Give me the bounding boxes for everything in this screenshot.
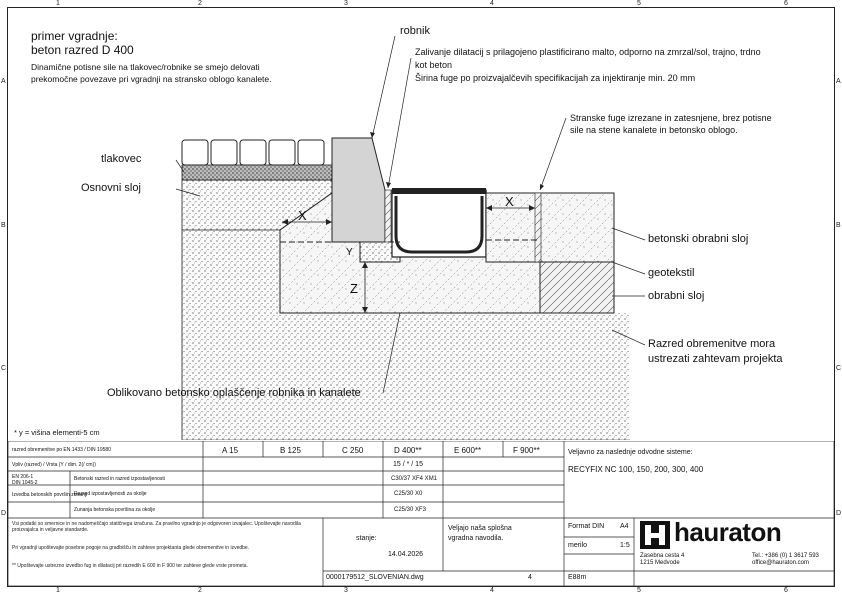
note-1: Vsi podatki so smernice in ne nadomeščajo statičnega izračuna. Za pravilno vgradnjo je odgovoren izvajalec. Upoštevajte navodila proizvajalca in veljavne standarde. [12, 521, 301, 533]
grid-col-3: 3 [344, 0, 348, 7]
standard-en206: EN 206-1 [12, 474, 34, 480]
grid-row-c: C [1, 365, 7, 372]
footnote-y-height: * y = višina elementi-5 cm [14, 428, 100, 437]
load-class-e600: E 600** [454, 446, 482, 455]
status-label: stanje: [356, 535, 377, 542]
grid-col-2-bottom: 2 [198, 587, 202, 594]
instructions-line1: Veljajo naša splošna [448, 525, 512, 532]
dimension-row-value: 15 / * / 15 [393, 461, 423, 468]
format-value: A4 [620, 523, 629, 530]
hauraton-logo-icon [640, 521, 670, 549]
label-joint-fill-line2: kot beton [415, 60, 453, 70]
grid-col-1: 1 [56, 0, 60, 7]
instructions-line2: vgradna navodila. [448, 535, 504, 542]
page-number: 4 [528, 574, 532, 581]
example-title-line2: beton razred D 400 [31, 43, 134, 57]
dynamic-forces-note-line2: prekomočne povezave pri vgradnji na stransko oblogo kanalete. [31, 74, 272, 84]
label-tlakovec: tlakovec [101, 153, 142, 165]
scale-value: 1:5 [620, 542, 630, 549]
label-joint-fill-line3: Širina fuge po proizvajalčevih specifikacijah za injektiranje min. 20 mm [415, 73, 696, 83]
address-line2: 1215 Medvode [640, 560, 680, 566]
example-title-line1: primer vgradnje: [31, 29, 118, 43]
title-block [8, 441, 834, 586]
e-code: E88m [568, 574, 587, 581]
scale-label: merilo [568, 542, 588, 549]
dimension-row-label: Vpliv (razred) / Vrsta (Y / dim. 2(/ cm)) [12, 462, 96, 468]
load-class-d400: D 400** [394, 446, 422, 455]
status-date: 14.04.2026 [388, 551, 424, 558]
grid-col-5: 5 [637, 0, 641, 7]
brand-name: hauraton [674, 517, 782, 547]
dwg-file: 0000179512_SLOVENIAN.dwg [326, 574, 424, 581]
phone: Tel.: +386 (0) 1 3617 593 [752, 553, 819, 559]
load-class-row-label: razred obremenitve po EN 1433 / DIN 19580 [12, 447, 111, 453]
label-side-joints-line1: Stranske fuge izrezane in zatesnjene, brez potisne [570, 113, 772, 123]
grid-row-a: A [1, 78, 6, 85]
address-line1: Zasebna cesta 4 [640, 553, 685, 559]
label-load-class-line1: Razred obremenitve mora [648, 338, 776, 350]
label-load-class-line2: ustrezati zahtevam projekta [648, 353, 783, 365]
email: office@hauraton.com [752, 560, 810, 566]
label-robnik: robnik [400, 25, 430, 37]
label-osnovni-sloj: Osnovni sloj [81, 182, 141, 194]
grid-col-6: 6 [784, 0, 788, 7]
note-2: Pri vgradnji upoštevajte posebne pogoje na gradbišču in zahteve projektanta glede obremenitve in izvedbe. [12, 545, 250, 551]
standard-din1045: DIN 1045-2 [12, 480, 38, 486]
valid-systems-label: Veljavno za naslednje odvodne sisteme: [568, 449, 693, 456]
valid-systems-value: RECYFIX NC 100, 150, 200, 300, 400 [568, 465, 704, 474]
load-class-f900: F 900** [513, 446, 540, 455]
concrete-class-sub: Betonski razred in razred izpostavljenosti [74, 476, 165, 482]
exposure-class-value: C25/30 X0 [394, 491, 423, 497]
grid-col-5-bottom: 5 [637, 587, 641, 594]
outer-surface-sub: Zunanja betonska površina za okolje [74, 507, 156, 513]
grid-row-d: D [1, 510, 7, 517]
concrete-class-value: C30/37 XF4 XM1 [391, 476, 438, 482]
note-3: ** Upoštevajte ustrezno izvedbo fug in dilatacij pri razredih E 600 in F 900 ter zahteve glede vrste prometa. [12, 563, 248, 569]
grid-row-a-right: A [836, 78, 841, 85]
exposure-class-sub: Razred izpostavljenosti za okolje [74, 491, 147, 497]
grid-col-3-bottom: 3 [344, 587, 348, 594]
grid-col-1-bottom: 1 [56, 587, 60, 594]
surface-execution-label: Izvedba betonskih površin zunanji [12, 492, 88, 498]
grid-row-b-right: B [836, 222, 841, 229]
load-class-b125: B 125 [280, 446, 301, 455]
dynamic-forces-note-line1: Dinamične potisne sile na tlakovec/robnike se smejo delovati [31, 62, 260, 72]
label-betonski-obrabni-sloj: betonski obrabni sloj [648, 233, 749, 245]
grid-col-2: 2 [198, 0, 202, 7]
format-label: Format DIN [568, 523, 605, 530]
load-class-c250: C 250 [342, 446, 364, 455]
dimension-z: Z [350, 281, 358, 296]
label-joint-fill-line1: Zalivanje dilatacij s prilagojeno plastificirano malto, odporno na zmrzal/sol, trajno, trdno [415, 47, 761, 57]
label-side-joints-line2: sile na stene kanalete in betonsko oblogo. [570, 125, 738, 135]
grid-col-4: 4 [490, 0, 494, 7]
dimension-y: Y [346, 247, 353, 258]
grid-row-b: B [1, 222, 6, 229]
grid-row-c-right: C [836, 365, 842, 372]
grid-col-4-bottom: 4 [490, 587, 494, 594]
label-geotekstil: geotekstil [648, 267, 695, 279]
grid-row-d-right: D [836, 510, 842, 517]
grid-col-6-bottom: 6 [784, 587, 788, 594]
dimension-x-left: X [298, 208, 307, 223]
load-class-a15: A 15 [222, 446, 239, 455]
outer-surface-value: C25/30 XF3 [394, 507, 427, 513]
label-obrabni-sloj: obrabni sloj [648, 290, 705, 302]
dimension-x-right: X [505, 194, 514, 209]
label-concrete-encasement: Oblikovano betonsko oplaščenje robnika in kanalete [107, 387, 361, 399]
